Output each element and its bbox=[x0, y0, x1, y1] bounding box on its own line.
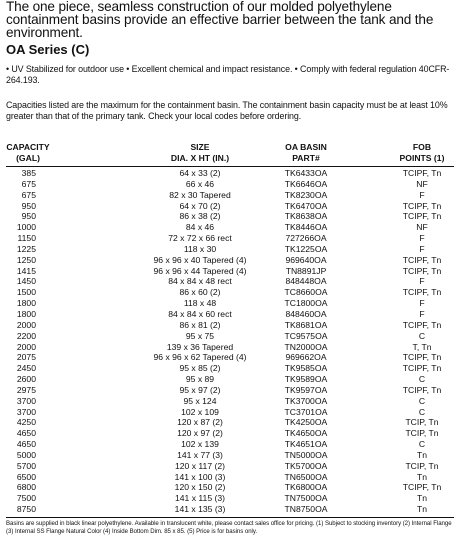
table-row bbox=[0, 331, 460, 342]
table-row bbox=[0, 244, 460, 255]
part-number-cell-text: TK9585OA bbox=[284, 363, 328, 374]
part-number-cell-text: 969640OA bbox=[285, 254, 327, 265]
capacity-cell: 950 bbox=[21, 200, 36, 211]
table-row bbox=[0, 482, 460, 493]
fob-cell-text: TCIP, Tn bbox=[405, 428, 439, 439]
table-row bbox=[0, 396, 460, 407]
size-cell-text: 102 x 139 bbox=[181, 439, 219, 450]
size-cell-text: 141 x 77 (3) bbox=[177, 449, 223, 460]
capacity-note: Capacities listed are the maximum for the containment basin. The containment basin capacity must be at least 10% greater than that of the primary tank. Check your local codes before ordering. bbox=[6, 100, 448, 121]
part-number-cell-text: TK6470OA bbox=[284, 200, 328, 211]
size-cell-text: 95 x 85 (2) bbox=[179, 363, 221, 374]
fob-cell-text: TCIPF, Tn bbox=[402, 254, 442, 265]
size-cell-text: 141 x 100 (3) bbox=[174, 471, 226, 482]
size-cell-text: 120 x 97 (2) bbox=[177, 428, 223, 439]
size-cell-text: 118 x 48 bbox=[183, 298, 217, 309]
fob-cell-text: Tn bbox=[416, 493, 428, 504]
size-cell-text: 141 x 115 (3) bbox=[174, 493, 226, 504]
size-cell-text: 120 x 150 (2) bbox=[174, 482, 226, 493]
part-number-cell-text: TC8660OA bbox=[284, 287, 328, 298]
size-cell-text: 102 x 109 bbox=[181, 406, 219, 417]
part-number-cell-text: TC3701OA bbox=[284, 406, 328, 417]
size-cell-text: 84 x 84 x 48 rect bbox=[168, 276, 232, 287]
fob-cell-text: F bbox=[419, 243, 425, 254]
capacity-cell: 2075 bbox=[16, 352, 36, 363]
fob-cell-text: TCIPF, Tn bbox=[402, 384, 442, 395]
fob-cell-text: TCIP, Tn bbox=[405, 460, 439, 471]
size-cell-text: 95 x 97 (2) bbox=[179, 384, 221, 395]
footnote: Basins are supplied in black linear polyethylene. Available in translucent white, please contact sales office for pricing. (1) Subject to stocking inventory (2) Internal Flange (3) Internal SS Flange Natural Color (4) Inside Bottom Dim. 85 x 85. (5) Price is for basins only. bbox=[6, 520, 452, 535]
intro-paragraph: The one piece, seamless construction of our molded polyethylene containment basins provide an effective barrier between the tank and the environment. bbox=[6, 0, 434, 40]
table-row bbox=[0, 363, 460, 374]
size-cell-text: 95 x 124 bbox=[183, 395, 217, 406]
table-row bbox=[0, 504, 460, 515]
table-row bbox=[0, 298, 460, 309]
fob-cell-text: C bbox=[418, 395, 426, 406]
fob-cell-text: C bbox=[418, 439, 426, 450]
size-cell-text: 141 x 135 (3) bbox=[174, 504, 226, 515]
fob-cell-text: T, Tn bbox=[412, 341, 432, 352]
footer-rule bbox=[6, 517, 454, 518]
table-row bbox=[0, 233, 460, 244]
table-row bbox=[0, 352, 460, 363]
fob-cell-text: Tn bbox=[416, 449, 428, 460]
table-row bbox=[0, 439, 460, 450]
capacity-cell: 6500 bbox=[16, 471, 36, 482]
table-row bbox=[0, 450, 460, 461]
part-number-cell-text: TK4250OA bbox=[284, 417, 328, 428]
table-row bbox=[0, 255, 460, 266]
part-number-cell-text: TN6500OA bbox=[284, 471, 328, 482]
table-row bbox=[0, 276, 460, 287]
table-row bbox=[0, 493, 460, 504]
table-row bbox=[0, 472, 460, 483]
capacity-cell: 6800 bbox=[16, 482, 36, 493]
part-number-cell-text: TK6433OA bbox=[284, 168, 328, 178]
fob-cell-text: C bbox=[418, 374, 426, 385]
capacity-cell: 1800 bbox=[16, 308, 36, 319]
fob-cell-text: TCIPF, Tn bbox=[402, 482, 442, 493]
part-number-cell-text: TC1800OA bbox=[284, 298, 328, 309]
header-size: SIZE DIA. X HT (IN.) bbox=[170, 142, 230, 163]
size-cell-text: 86 x 38 (2) bbox=[179, 211, 221, 222]
size-cell-text: 95 x 75 bbox=[185, 330, 215, 341]
size-cell-text: 86 x 60 (2) bbox=[179, 287, 221, 298]
capacity-cell: 675 bbox=[21, 189, 36, 200]
part-number-cell-text: 969662OA bbox=[285, 352, 327, 363]
capacity-cell: 1250 bbox=[16, 254, 36, 265]
part-number-cell-text: TN5000OA bbox=[284, 449, 328, 460]
part-number-cell-text: TK8446OA bbox=[284, 222, 328, 233]
capacity-cell: 1225 bbox=[16, 243, 36, 254]
capacity-cell: 2200 bbox=[16, 330, 36, 341]
fob-cell-text: TCIPF, Tn bbox=[402, 211, 442, 222]
part-number-cell-text: TK4650OA bbox=[284, 428, 328, 439]
capacity-cell: 1800 bbox=[16, 298, 36, 309]
fob-cell-text: NF bbox=[416, 222, 428, 233]
size-cell-text: 96 x 96 x 40 Tapered (4) bbox=[153, 254, 247, 265]
size-cell-text: 66 x 46 bbox=[185, 178, 215, 189]
table-row bbox=[0, 374, 460, 385]
size-cell-text: 96 x 96 x 62 Tapered (4) bbox=[153, 352, 247, 363]
table-row bbox=[0, 428, 460, 439]
features-list: • UV Stabilized for outdoor use • Excellent chemical and impact resistance. • Comply with federal regulation 40CFR-264.193. bbox=[6, 64, 450, 85]
fob-cell-text: TCIPF, Tn bbox=[402, 352, 442, 363]
fob-cell-text: TCIPF, Tn bbox=[402, 168, 442, 178]
table-row bbox=[0, 266, 460, 277]
fob-cell-text: F bbox=[419, 233, 425, 244]
part-number-cell-text: TN7500OA bbox=[284, 493, 328, 504]
part-number-cell-text: TK6646OA bbox=[284, 178, 328, 189]
capacity-cell: 950 bbox=[21, 211, 36, 222]
part-number-cell-text: TK9589OA bbox=[284, 374, 328, 385]
fob-cell-text: Tn bbox=[416, 504, 428, 515]
capacity-cell: 675 bbox=[21, 178, 36, 189]
table-row bbox=[0, 461, 460, 472]
capacity-cell: 2450 bbox=[16, 363, 36, 374]
part-number-cell-text: TN8750OA bbox=[284, 504, 328, 515]
size-cell-text: 118 x 30 bbox=[183, 243, 217, 254]
size-cell-text: 86 x 81 (2) bbox=[179, 319, 221, 330]
fob-cell-text: TCIP, Tn bbox=[405, 417, 439, 428]
part-number-cell-text: TC9575OA bbox=[284, 330, 328, 341]
fob-cell-text: F bbox=[419, 276, 425, 287]
part-number-cell-text: TN2000OA bbox=[284, 341, 328, 352]
capacity-cell: 1450 bbox=[16, 276, 36, 287]
series-title: OA Series (C) bbox=[6, 42, 90, 57]
capacity-cell: 4650 bbox=[16, 428, 36, 439]
table-row bbox=[0, 168, 460, 179]
capacity-cell: 3700 bbox=[16, 406, 36, 417]
capacity-cell: 2600 bbox=[16, 374, 36, 385]
table-header bbox=[0, 142, 460, 166]
part-number-cell-text: TK9597OA bbox=[284, 384, 328, 395]
capacity-cell: 385 bbox=[21, 168, 36, 178]
table-row bbox=[0, 407, 460, 418]
size-cell-text: 139 x 36 Tapered bbox=[166, 341, 234, 352]
fob-cell-text: F bbox=[419, 308, 425, 319]
table-row bbox=[0, 309, 460, 320]
size-cell-text: 64 x 33 (2) bbox=[179, 168, 221, 178]
fob-cell-text: C bbox=[418, 406, 426, 417]
capacity-cell: 2000 bbox=[16, 319, 36, 330]
header-capacity: CAPACITY (GAL) bbox=[6, 142, 50, 163]
header-part: OA BASIN PART# bbox=[285, 142, 327, 163]
size-cell-text: 82 x 30 Tapered bbox=[169, 189, 231, 200]
fob-cell-text: NF bbox=[416, 178, 428, 189]
size-cell-text: 64 x 70 (2) bbox=[179, 200, 221, 211]
capacity-cell: 7500 bbox=[16, 493, 36, 504]
table-row bbox=[0, 417, 460, 428]
size-cell-text: 96 x 96 x 44 Tapered (4) bbox=[153, 265, 247, 276]
fob-cell-text: Tn bbox=[416, 471, 428, 482]
part-number-cell-text: TN8891JP bbox=[285, 265, 327, 276]
capacity-cell: 1000 bbox=[16, 222, 36, 233]
capacity-cell: 1415 bbox=[16, 265, 36, 276]
part-number-cell-text: TK8638OA bbox=[284, 211, 328, 222]
capacity-cell: 4650 bbox=[16, 439, 36, 450]
header-fob: FOB POINTS (1) bbox=[399, 142, 445, 163]
fob-cell-text: TCIPF, Tn bbox=[402, 200, 442, 211]
size-cell-text: 120 x 117 (2) bbox=[174, 460, 226, 471]
part-number-cell-text: TK8681OA bbox=[284, 319, 328, 330]
part-number-cell-text: TK3700OA bbox=[284, 395, 328, 406]
size-cell-text: 84 x 84 x 60 rect bbox=[168, 308, 232, 319]
table-row bbox=[0, 287, 460, 298]
capacity-cell: 5000 bbox=[16, 449, 36, 460]
size-cell-text: 120 x 87 (2) bbox=[177, 417, 223, 428]
fob-cell-text: F bbox=[419, 298, 425, 309]
capacity-cell: 1150 bbox=[17, 233, 36, 244]
fob-cell-text: C bbox=[418, 330, 426, 341]
table-row bbox=[0, 190, 460, 201]
table-body bbox=[0, 168, 460, 515]
capacity-cell: 2000 bbox=[16, 341, 36, 352]
capacity-cell: 5700 bbox=[16, 460, 36, 471]
part-number-cell-text: 848460OA bbox=[285, 308, 327, 319]
size-cell-text: 95 x 89 bbox=[185, 374, 215, 385]
part-number-cell-text: TK8230OA bbox=[284, 189, 328, 200]
table-row bbox=[0, 179, 460, 190]
size-cell-text: 72 x 72 x 66 rect bbox=[168, 233, 232, 244]
fob-cell-text: TCIPF, Tn bbox=[402, 287, 442, 298]
table-row bbox=[0, 211, 460, 222]
table-row bbox=[0, 222, 460, 233]
table-row bbox=[0, 320, 460, 331]
capacity-cell: 1500 bbox=[16, 287, 36, 298]
fob-cell-text: TCIPF, Tn bbox=[402, 363, 442, 374]
capacity-cell: 8750 bbox=[16, 504, 36, 515]
part-number-cell-text: TK1225OA bbox=[284, 243, 328, 254]
part-number-cell-text: 727266OA bbox=[285, 233, 327, 244]
capacity-cell: 3700 bbox=[16, 395, 36, 406]
fob-cell-text: TCIPF, Tn bbox=[402, 319, 442, 330]
table-row bbox=[0, 385, 460, 396]
table-row bbox=[0, 342, 460, 353]
part-number-cell-text: TK4651OA bbox=[284, 439, 328, 450]
capacity-cell: 4250 bbox=[16, 417, 36, 428]
size-cell-text: 84 x 46 bbox=[185, 222, 215, 233]
part-number-cell-text: TK5700OA bbox=[284, 460, 328, 471]
header-rule bbox=[6, 166, 454, 167]
fob-cell-text: TCIPF, Tn bbox=[402, 265, 442, 276]
part-number-cell-text: 848448OA bbox=[285, 276, 327, 287]
table-row bbox=[0, 201, 460, 212]
capacity-cell: 2975 bbox=[16, 384, 36, 395]
fob-cell-text: F bbox=[419, 189, 425, 200]
part-number-cell-text: TK6800OA bbox=[284, 482, 328, 493]
